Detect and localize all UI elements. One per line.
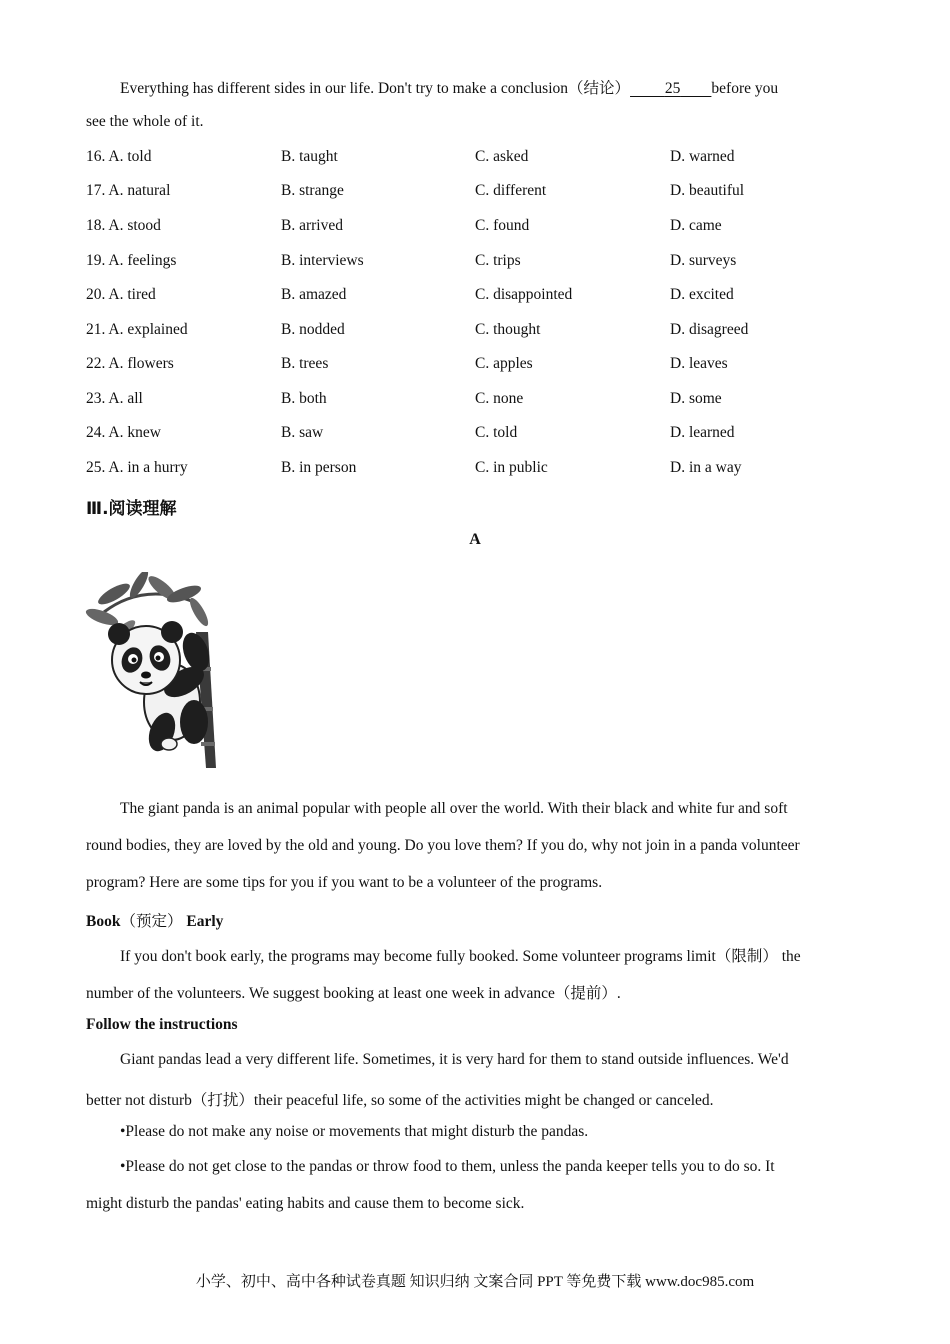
bullet-1: •Please do not make any noise or movements that might disturb the pandas. [120,1123,589,1140]
option-b: B. strange [281,182,344,199]
option-a: 18. A. stood [86,217,161,234]
paragraph-1-line-1: The giant panda is an animal popular with people all over the world. With their black and white fur and soft [120,800,788,817]
option-c: C. apples [475,355,533,372]
cloze-text-before: Everything has different sides in our life. Don't try to make a conclusion（结论） [120,80,631,97]
option-b: B. amazed [281,286,347,303]
option-b: B. nodded [281,321,345,338]
option-a: 21. A. explained [86,321,188,338]
option-a: 23. A. all [86,390,143,407]
option-b: B. trees [281,355,329,372]
cloze-last-sentence [120,76,778,98]
heading-book-early [86,909,223,931]
passage-letter: A [469,531,481,548]
option-c: C. different [475,182,547,199]
option-c: C. trips [475,252,521,269]
option-c: C. asked [475,148,529,165]
blank-number: 25 [664,80,681,97]
option-b: B. arrived [281,217,343,234]
bullet-2-line-1: •Please do not get close to the pandas or throw food to them, unless the panda keeper tells you to do so. It [120,1158,775,1175]
option-a: 17. A. natural [86,182,171,199]
option-b: B. in person [281,459,357,476]
option-d: D. came [670,217,722,234]
option-b: B. both [281,390,327,407]
option-d: D. warned [670,148,735,165]
option-a: 19. A. feelings [86,252,177,269]
option-c: C. thought [475,321,541,338]
section-title: Ⅲ.阅读理解 [86,499,177,519]
option-a: 20. A. tired [86,286,156,303]
option-b: B. taught [281,148,338,165]
option-d: D. excited [670,286,734,303]
panda-illustration [84,572,226,770]
paragraph-3-line-2: better not disturb（打扰）their peaceful life, so some of the activities might be changed or canceled. [86,1092,714,1109]
option-d: D. disagreed [670,321,749,338]
option-d: D. leaves [670,355,728,372]
page-footer: 小学、初中、高中各种试卷真题 知识归纳 文案合同 PPT 等免费下载 www.doc985.com [195,1274,755,1290]
heading-book-gloss: （预定） [120,913,183,930]
option-b: B. interviews [281,252,364,269]
option-c: C. told [475,424,518,441]
option-d: D. some [670,390,722,407]
heading-follow-instructions: Follow the instructions [86,1016,238,1033]
option-b: B. saw [281,424,324,441]
paragraph-2-line-1: If you don't book early, the programs may become fully booked. Some volunteer programs limit（限制） the [120,948,801,965]
option-a: 25. A. in a hurry [86,459,188,476]
option-d: D. surveys [670,252,737,269]
paragraph-3-line-1: Giant pandas lead a very different life. Sometimes, it is very hard for them to stand outside influences. We'd [120,1051,789,1068]
option-d: D. beautiful [670,182,745,199]
option-d: D. in a way [670,459,742,476]
option-c: C. in public [475,459,548,476]
cloze-blank-25 [630,80,711,98]
option-c: C. none [475,390,524,407]
paragraph-2-line-2: number of the volunteers. We suggest booking at least one week in advance（提前）. [86,985,621,1002]
heading-early-word: Early [186,913,224,930]
cloze-last-line: see the whole of it. [86,113,204,130]
option-a: 24. A. knew [86,424,161,441]
option-a: 22. A. flowers [86,355,174,372]
option-c: C. found [475,217,530,234]
heading-book-word: Book [86,913,121,930]
paragraph-1-line-2: round bodies, they are loved by the old and young. Do you love them? If you do, why not join in a panda volunteer [86,837,800,854]
option-d: D. learned [670,424,735,441]
option-a: 16. A. told [86,148,152,165]
paragraph-1-line-3: program? Here are some tips for you if you want to be a volunteer of the programs. [86,874,603,891]
option-c: C. disappointed [475,286,573,303]
bullet-2-line-2: might disturb the pandas' eating habits and cause them to become sick. [86,1195,525,1212]
cloze-text-after: before you [711,80,779,97]
